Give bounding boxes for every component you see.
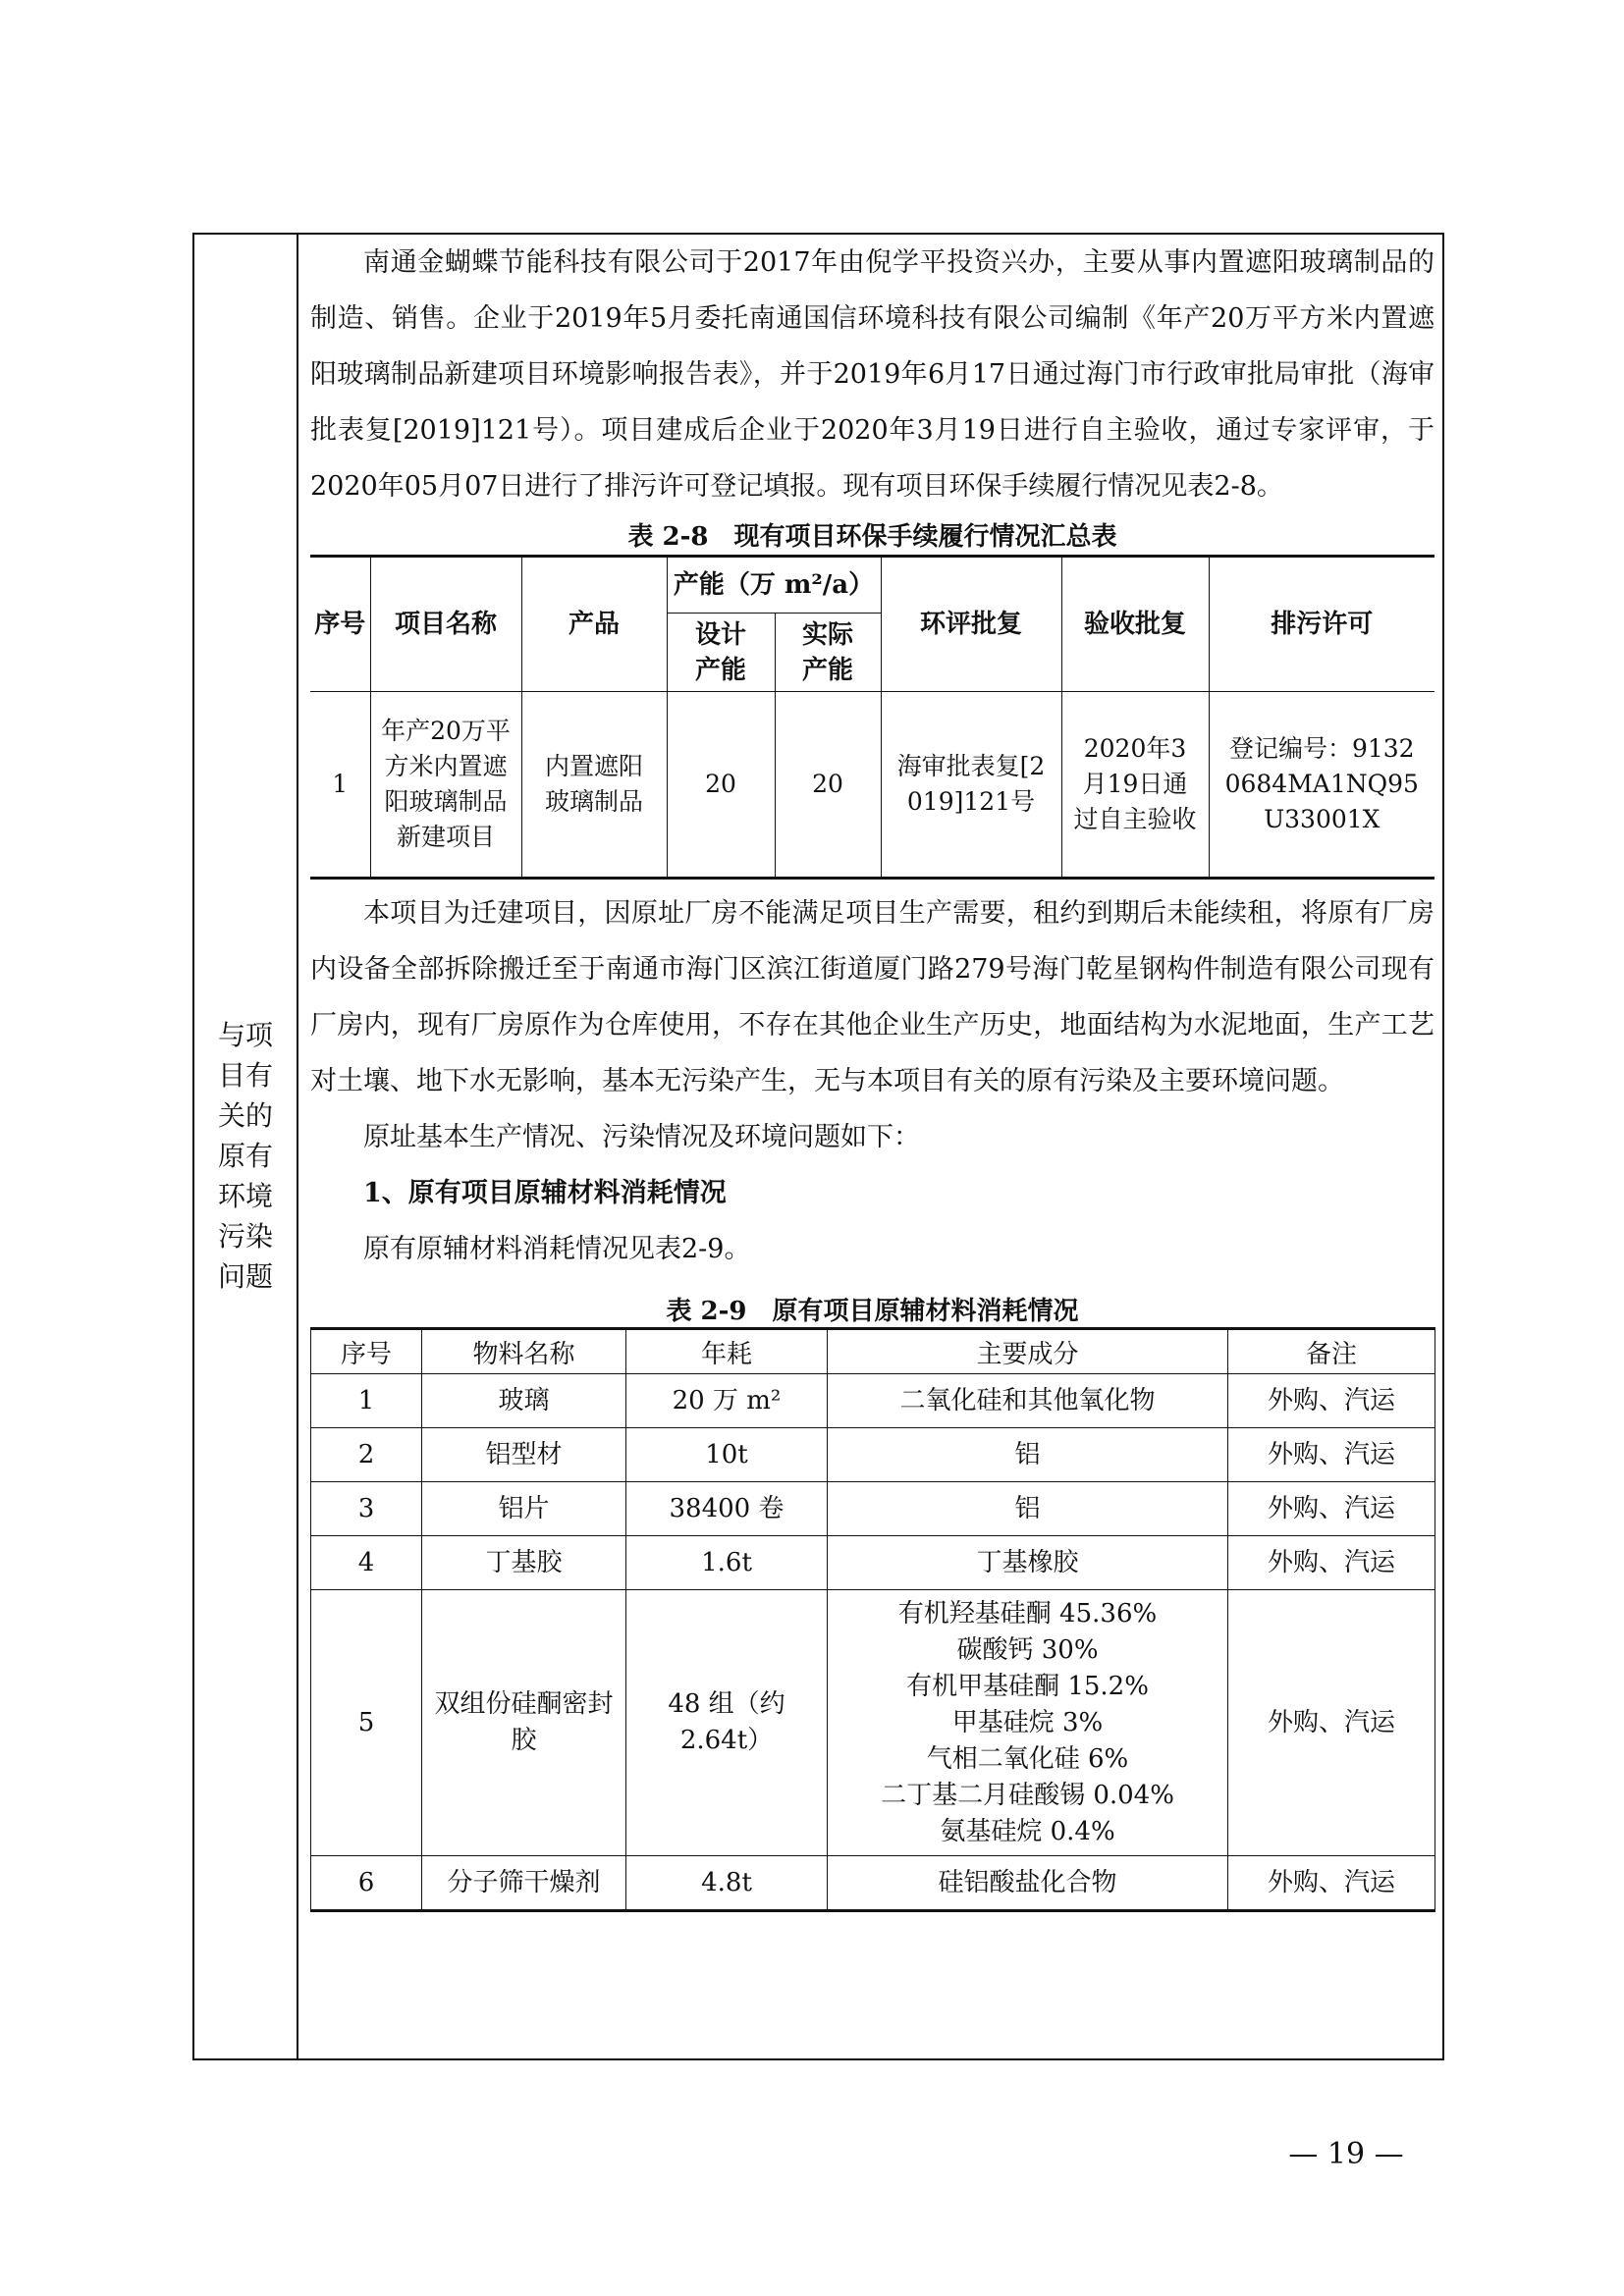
page-number: — 19 — xyxy=(1288,2137,1404,2171)
component-line: 气相二氧化硅 6% xyxy=(926,1743,1129,1774)
cell-no: 4 xyxy=(311,1536,422,1590)
header-note: 备注 xyxy=(1228,1329,1435,1374)
cell-material-name: 铝片 xyxy=(422,1482,626,1536)
header-actual-capacity: 实际产能 xyxy=(775,614,881,692)
cell-main-components: 铝 xyxy=(828,1482,1228,1536)
section-label-line: 目有 xyxy=(217,1059,273,1092)
cell-no: 5 xyxy=(311,1590,422,1856)
section-label-line: 关的 xyxy=(217,1099,273,1132)
paragraph-materials-ref: 原有原辅材料消耗情况见表2-9。 xyxy=(363,1234,751,1264)
cell-actual-capacity: 20 xyxy=(775,692,881,879)
header-annual-usage: 年耗 xyxy=(626,1329,828,1374)
cell-material-name: 双组份硅酮密封胶 xyxy=(422,1590,626,1856)
table-2-9 xyxy=(310,1327,1435,1912)
cell-annual-usage: 20 万 m² xyxy=(626,1374,828,1428)
header-project-name: 项目名称 xyxy=(370,557,521,692)
table-row xyxy=(311,1536,1435,1590)
table-2-8 xyxy=(310,555,1435,880)
cell-annual-usage: 10t xyxy=(626,1428,828,1482)
cell-note: 外购、汽运 xyxy=(1228,1482,1435,1536)
cell-design-capacity: 20 xyxy=(667,692,775,879)
cell-note: 外购、汽运 xyxy=(1228,1536,1435,1590)
label-column xyxy=(194,235,298,2058)
cell-main-components xyxy=(828,1590,1228,1856)
component-line: 二丁基二月硅酸锡 0.04% xyxy=(881,1780,1174,1810)
cell-permit-number: 登记编号：91320684MA1NQ95U33001X xyxy=(1209,692,1435,879)
cell-no: 1 xyxy=(310,692,370,879)
cell-acceptance: 2020年3月19日通过自主验收 xyxy=(1061,692,1209,879)
component-line: 有机羟基硅酮 45.36% xyxy=(897,1598,1158,1629)
header-product: 产品 xyxy=(521,557,667,692)
table-2-8-caption: 表 2-8 现有项目环保手续履行情况汇总表 xyxy=(627,522,1117,552)
cell-note: 外购、汽运 xyxy=(1228,1590,1435,1856)
cell-annual-usage: 1.6t xyxy=(626,1536,828,1590)
cell-no: 1 xyxy=(311,1374,422,1428)
section-label-line: 环境 xyxy=(217,1180,273,1212)
cell-no: 3 xyxy=(311,1482,422,1536)
cell-note: 外购、汽运 xyxy=(1228,1428,1435,1482)
section-label xyxy=(194,1015,297,1297)
table-row xyxy=(310,692,1435,879)
table-row xyxy=(311,1590,1435,1856)
content-area xyxy=(310,235,1435,1912)
cell-project-name: 年产20万平方米内置遮阳玻璃制品新建项目 xyxy=(370,692,521,879)
cell-annual-usage: 48 组（约 2.64t） xyxy=(626,1590,828,1856)
header-material-name: 物料名称 xyxy=(422,1329,626,1374)
cell-material-name: 丁基胶 xyxy=(422,1536,626,1590)
section-label-line: 原有 xyxy=(217,1140,273,1172)
cell-no: 6 xyxy=(311,1856,422,1911)
component-line: 甲基硅烷 3% xyxy=(951,1707,1104,1737)
cell-note: 外购、汽运 xyxy=(1228,1856,1435,1911)
cell-annual-usage: 38400 卷 xyxy=(626,1482,828,1536)
header-main-components: 主要成分 xyxy=(828,1329,1228,1374)
table-row xyxy=(311,1374,1435,1428)
cell-no: 2 xyxy=(311,1428,422,1482)
header-acceptance: 验收批复 xyxy=(1061,557,1209,692)
paragraph-original-site: 原址基本生产情况、污染情况及环境问题如下： xyxy=(363,1122,920,1152)
paragraph-company-history: 南通金蝴蝶节能科技有限公司于2017年由倪学平投资兴办，主要从事内置遮阳玻璃制品的制造、销售。企业于2019年5月委托南通国信环境科技有限公司编制《年产20万平方米内置遮阳玻璃制品新建项目环境影响报告表》，并于2019年6月17日通过海门市行政审批局审批（海审批表复[2019]121号）。项目建成后企业于2020年3月19日进行自主验收，通过专家评审，于2020年05月07日进行了排污许可登记填报。现有项目环保手续履行情况见表2-8。 xyxy=(310,247,1435,502)
component-line: 氨基硅烷 0.4% xyxy=(940,1816,1115,1846)
header-discharge-permit: 排污许可 xyxy=(1209,557,1435,692)
section-label-line: 与项 xyxy=(217,1019,273,1051)
section-label-line: 问题 xyxy=(217,1260,273,1293)
header-design-capacity: 设计产能 xyxy=(667,614,775,692)
cell-material-name: 玻璃 xyxy=(422,1374,626,1428)
form-frame xyxy=(192,233,1444,2060)
header-no: 序号 xyxy=(311,1329,422,1374)
component-line: 有机甲基硅酮 15.2% xyxy=(906,1671,1149,1701)
table-2-9-caption: 表 2-9 原有项目原辅材料消耗情况 xyxy=(666,1297,1079,1326)
table-row xyxy=(311,1856,1435,1911)
header-capacity: 产能（万 m²/a） xyxy=(667,557,881,614)
cell-material-name: 铝型材 xyxy=(422,1428,626,1482)
cell-main-components: 硅铝酸盐化合物 xyxy=(828,1856,1228,1911)
table-row xyxy=(311,1428,1435,1482)
cell-note: 外购、汽运 xyxy=(1228,1374,1435,1428)
header-eia-approval: 环评批复 xyxy=(881,557,1061,692)
section-heading-materials: 1、原有项目原辅材料消耗情况 xyxy=(363,1178,727,1208)
table-row xyxy=(311,1482,1435,1536)
cell-annual-usage: 4.8t xyxy=(626,1856,828,1911)
cell-main-components: 丁基橡胶 xyxy=(828,1536,1228,1590)
section-label-line: 污染 xyxy=(217,1220,273,1253)
cell-main-components: 二氧化硅和其他氧化物 xyxy=(828,1374,1228,1428)
cell-product: 内置遮阳玻璃制品 xyxy=(521,692,667,879)
cell-eia-approval: 海审批表复[2019]121号 xyxy=(881,692,1061,879)
header-no: 序号 xyxy=(310,557,370,692)
paragraph-relocation: 本项目为迁建项目，因原址厂房不能满足项目生产需要，租约到期后未能续租，将原有厂房内设备全部拆除搬迁至于南通市海门区滨江街道厦门路279号海门乾星钢构件制造有限公司现有厂房内，现有厂房原作为仓库使用，不存在其他企业生产历史，地面结构为水泥地面，生产工艺对土壤、地下水无影响，基本无污染产生，无与本项目有关的原有污染及主要环境问题。 xyxy=(310,898,1435,1096)
cell-main-components: 铝 xyxy=(828,1428,1228,1482)
component-line: 碳酸钙 30% xyxy=(956,1634,1099,1665)
cell-material-name: 分子筛干燥剂 xyxy=(422,1856,626,1911)
